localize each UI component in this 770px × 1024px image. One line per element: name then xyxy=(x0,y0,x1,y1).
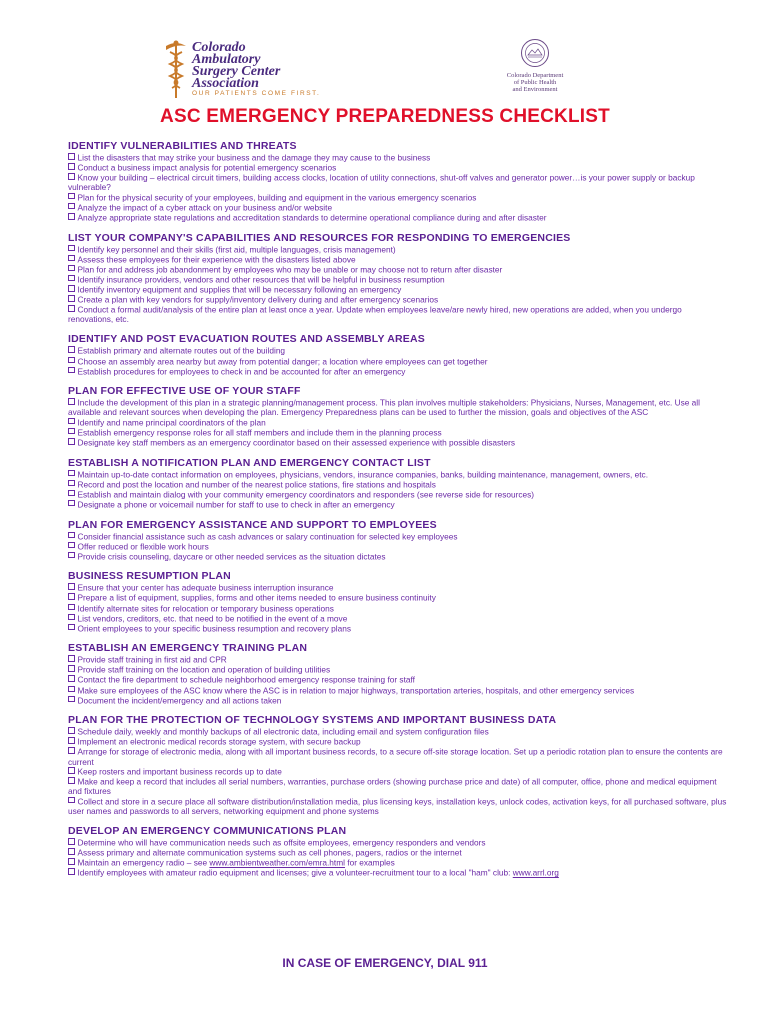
section-heading: ESTABLISH A NOTIFICATION PLAN AND EMERGENCY CONTACT LIST xyxy=(68,456,431,469)
checklist-item: Identify employees with amateur radio equipment and licenses; give a volunteer-recruitment tour to a local "ham" club: www.arrl.org xyxy=(68,868,728,878)
checkbox[interactable] xyxy=(68,275,75,282)
checkbox[interactable] xyxy=(68,193,75,200)
casca-logo xyxy=(162,38,362,100)
checkbox[interactable] xyxy=(68,438,75,445)
state-seal-icon xyxy=(513,38,557,68)
checkbox[interactable] xyxy=(68,213,75,220)
checklist-item: Make sure employees of the ASC know where the ASC is in relation to major highways, transportation arteries, hospitals, and other emergency services xyxy=(68,686,728,696)
checklist-item: Document the incident/emergency and all actions taken xyxy=(68,696,728,706)
checkbox[interactable] xyxy=(68,767,75,774)
section-communications xyxy=(68,825,728,878)
ambientweather-link[interactable]: www.ambientweather.com/emra.html xyxy=(209,857,345,868)
checkbox[interactable] xyxy=(68,203,75,210)
checkbox[interactable] xyxy=(68,727,75,734)
checklist-item: Plan for and address job abandonment by employees who may be unable or may choose not to return after disaster xyxy=(68,265,728,275)
checklist-item: Make and keep a record that includes all serial numbers, warranties, purchase orders (showing purchase price and date) of all computer, office, phone and medical equipment and fixtures xyxy=(68,776,717,797)
checkbox[interactable] xyxy=(68,542,75,549)
checkbox[interactable] xyxy=(68,357,75,364)
checkbox[interactable] xyxy=(68,868,75,875)
checklist-item: Collect and store in a secure place all software distribution/installation media, plus licensing keys, installation keys, unlock codes, activation keys, for all purchased software, plus user names and passwords to all servers, networking equipment and phone systems xyxy=(68,796,727,816)
checklist-item: Designate a phone or voicemail number for staff to use to check in after an emergency xyxy=(68,500,728,510)
checklist-item: Establish emergency response roles for all staff members and include them in the planning process xyxy=(68,428,728,438)
section-heading: IDENTIFY VULNERABILITIES AND THREATS xyxy=(68,140,297,152)
checklist-item: Implement an electronic medical records storage system, with secure backup xyxy=(68,737,728,747)
checklist-item: Provide crisis counseling, daycare or other needed services as the situation dictates xyxy=(68,552,728,562)
checklist-item: Prepare a list of equipment, supplies, forms and other items needed to ensure business continuity xyxy=(68,593,728,603)
checklist-item: Conduct a business impact analysis for potential emergency scenarios xyxy=(68,163,728,173)
checkbox[interactable] xyxy=(68,737,75,744)
checklist-item: Consider financial assistance such as cash advances or salary continuation for selected key employees xyxy=(68,532,728,542)
checkbox[interactable] xyxy=(68,532,75,539)
checklist-item: List vendors, creditors, etc. that need to be notified in the event of a move xyxy=(68,614,728,624)
checkbox[interactable] xyxy=(68,848,75,855)
checklist-item: Orient employees to your specific business resumption and recovery plans xyxy=(68,624,728,634)
checklist-item: Choose an assembly area nearby but away from potential danger; a location where employees can get together xyxy=(68,357,728,367)
checkbox[interactable] xyxy=(68,265,75,272)
checkbox[interactable] xyxy=(68,655,75,662)
section-capabilities xyxy=(68,232,728,325)
checklist-item: Maintain up-to-date contact information on employees, physicians, vendors, insurance companies, banks, building maintenance, management, owners, etc. xyxy=(68,470,728,480)
section-evacuation xyxy=(68,333,728,376)
emergency-footer: IN CASE OF EMERGENCY, DIAL 911 xyxy=(282,956,488,970)
checkbox[interactable] xyxy=(68,245,75,252)
checkbox[interactable] xyxy=(68,285,75,292)
checkbox[interactable] xyxy=(68,255,75,262)
caduceus-icon xyxy=(162,38,192,100)
checklist-item: Include the development of this plan in a strategic planning/management process. This plan involves multiple stakeholders: Physicians, Nurses, Management, etc. Use all available and relevant sources when developing the plan. Emergency Preparedness plans can be used to further the mission, goals and objectives of the ASC xyxy=(68,397,700,418)
checkbox[interactable] xyxy=(68,490,75,497)
section-technology xyxy=(68,714,728,816)
checkbox[interactable] xyxy=(68,777,75,784)
checklist-item: Identify insurance providers, vendors and other resources that will be helpful in business resumption xyxy=(68,275,728,285)
checkbox[interactable] xyxy=(68,500,75,507)
checklist-item: Provide staff training in first aid and CPR xyxy=(68,655,728,665)
checklist-item: Provide staff training on the location and operation of building utilities xyxy=(68,665,728,675)
checklist-item: Determine who will have communication needs such as offsite employees, emergency responders and vendors xyxy=(68,838,728,848)
checklist-item: List the disasters that may strike your business and the damage they may cause to the business xyxy=(68,153,728,163)
section-heading: BUSINESS RESUMPTION PLAN xyxy=(68,570,231,583)
section-heading: PLAN FOR EMERGENCY ASSISTANCE AND SUPPORT TO EMPLOYEES xyxy=(68,518,437,531)
checklist-item: Analyze appropriate state regulations and accreditation standards to determine operational compliance during and after disaster xyxy=(68,213,728,223)
checkbox[interactable] xyxy=(68,480,75,487)
checkbox[interactable] xyxy=(68,624,75,631)
checkbox[interactable] xyxy=(68,367,75,374)
checkbox[interactable] xyxy=(68,604,75,611)
section-heading: PLAN FOR EFFECTIVE USE OF YOUR STAFF xyxy=(68,385,301,398)
section-assistance xyxy=(68,519,728,562)
checklist-item: Know your building – electrical circuit timers, building access clocks, location of utility connections, shut-off valves and generator power…is your power supply or backup vulnerable? xyxy=(68,172,695,193)
checkbox[interactable] xyxy=(68,838,75,845)
cdphe-logo xyxy=(495,38,575,100)
checklist-item: Offer reduced or flexible work hours xyxy=(68,542,728,552)
checkbox[interactable] xyxy=(68,295,75,302)
checkbox[interactable] xyxy=(68,583,75,590)
section-heading: PLAN FOR THE PROTECTION OF TECHNOLOGY SYSTEMS AND IMPORTANT BUSINESS DATA xyxy=(68,714,557,727)
section-training xyxy=(68,642,728,705)
checkbox[interactable] xyxy=(68,418,75,425)
section-resumption xyxy=(68,570,728,633)
checklist-item: Assess primary and alternate communication systems such as cell phones, pagers, radios or the internet xyxy=(68,848,728,858)
checklist-item: Create a plan with key vendors for supply/inventory delivery during and after emergency scenarios xyxy=(68,295,728,305)
checkbox[interactable] xyxy=(68,305,75,312)
checkbox[interactable] xyxy=(68,173,75,180)
checkbox[interactable] xyxy=(68,346,75,353)
checkbox[interactable] xyxy=(68,428,75,435)
checklist-item: Identify inventory equipment and supplies that will be necessary following an emergency xyxy=(68,285,728,295)
checklist-item: Identify alternate sites for relocation or temporary business operations xyxy=(68,604,728,614)
checklist-item: Identify and name principal coordinators of the plan xyxy=(68,418,728,428)
section-notification xyxy=(68,457,728,510)
checklist-item: Record and post the location and number of the nearest police stations, fire stations and hospitals xyxy=(68,480,728,490)
checkbox[interactable] xyxy=(68,858,75,865)
checklist-item: Establish and maintain dialog with your community emergency coordinators and responders (see reverse side for resources) xyxy=(68,490,728,500)
checklist-item: Establish primary and alternate routes out of the building xyxy=(68,346,728,356)
checklist-item: Analyze the impact of a cyber attack on your business and/or website xyxy=(68,203,728,213)
checkbox[interactable] xyxy=(68,686,75,693)
checklist-item: Keep rosters and important business records up to date xyxy=(68,767,728,777)
section-staff xyxy=(68,385,728,448)
checklist-item: Plan for the physical security of your employees, building and equipment in the various emergency scenarios xyxy=(68,193,728,203)
checkbox[interactable] xyxy=(68,593,75,600)
checkbox[interactable] xyxy=(68,398,75,405)
checkbox[interactable] xyxy=(68,665,75,672)
checkbox[interactable] xyxy=(68,696,75,703)
checklist-item: Schedule daily, weekly and monthly backups of all electronic data, including email and system configuration files xyxy=(68,727,728,737)
checkbox[interactable] xyxy=(68,747,75,754)
section-vulnerabilities xyxy=(68,140,728,223)
checkbox[interactable] xyxy=(68,797,75,804)
checklist-item: Ensure that your center has adequate business interruption insurance xyxy=(68,583,728,593)
section-heading: IDENTIFY AND POST EVACUATION ROUTES AND ASSEMBLY AREAS xyxy=(68,333,425,346)
checklist-item: Contact the fire department to schedule neighborhood emergency response training for staff xyxy=(68,675,728,685)
arrl-link[interactable]: www.arrl.org xyxy=(512,867,559,878)
checkbox[interactable] xyxy=(68,153,75,160)
checkbox[interactable] xyxy=(68,470,75,477)
section-heading: DEVELOP AN EMERGENCY COMMUNICATIONS PLAN xyxy=(68,825,347,838)
checkbox[interactable] xyxy=(68,675,75,682)
checklist-item: Arrange for storage of electronic media, along with all important business records, to a secure off-site storage location. Set up a periodic rotation plan to ensure the contents are current xyxy=(68,746,723,767)
cdphe-name: Colorado Department of Public Health and Environment xyxy=(506,72,564,93)
checkbox[interactable] xyxy=(68,614,75,621)
checklist-item: Establish procedures for employees to check in and be accounted for after an emergency xyxy=(68,367,728,377)
checklist-item: Designate key staff members as an emergency coordinator based on their assessed experience with possible disasters xyxy=(68,438,728,448)
checkbox[interactable] xyxy=(68,552,75,559)
section-heading: ESTABLISH AN EMERGENCY TRAINING PLAN xyxy=(68,642,308,655)
casca-tagline: OUR PATIENTS COME FIRST. xyxy=(192,90,321,97)
checklist-item: Conduct a formal audit/analysis of the entire plan at least once a year. Update when employees leave/are newly hired, new operations are added, when you undergo renovations, etc. xyxy=(68,304,682,325)
checklist-item: Maintain an emergency radio – see www.ambientweather.com/emra.html for examples xyxy=(68,858,728,868)
section-heading: LIST YOUR COMPANY'S CAPABILITIES AND RESOURCES FOR RESPONDING TO EMERGENCIES xyxy=(68,231,571,244)
checklist-item: Identify key personnel and their skills (first aid, multiple languages, crisis management) xyxy=(68,245,728,255)
casca-logo-name: Colorado Ambulatory Surgery Center Association xyxy=(192,40,281,91)
checklist-content xyxy=(68,140,728,887)
checkbox[interactable] xyxy=(68,163,75,170)
page-title: ASC EMERGENCY PREPAREDNESS CHECKLIST xyxy=(160,106,610,127)
checklist-item: Assess these employees for their experience with the disasters listed above xyxy=(68,255,728,265)
